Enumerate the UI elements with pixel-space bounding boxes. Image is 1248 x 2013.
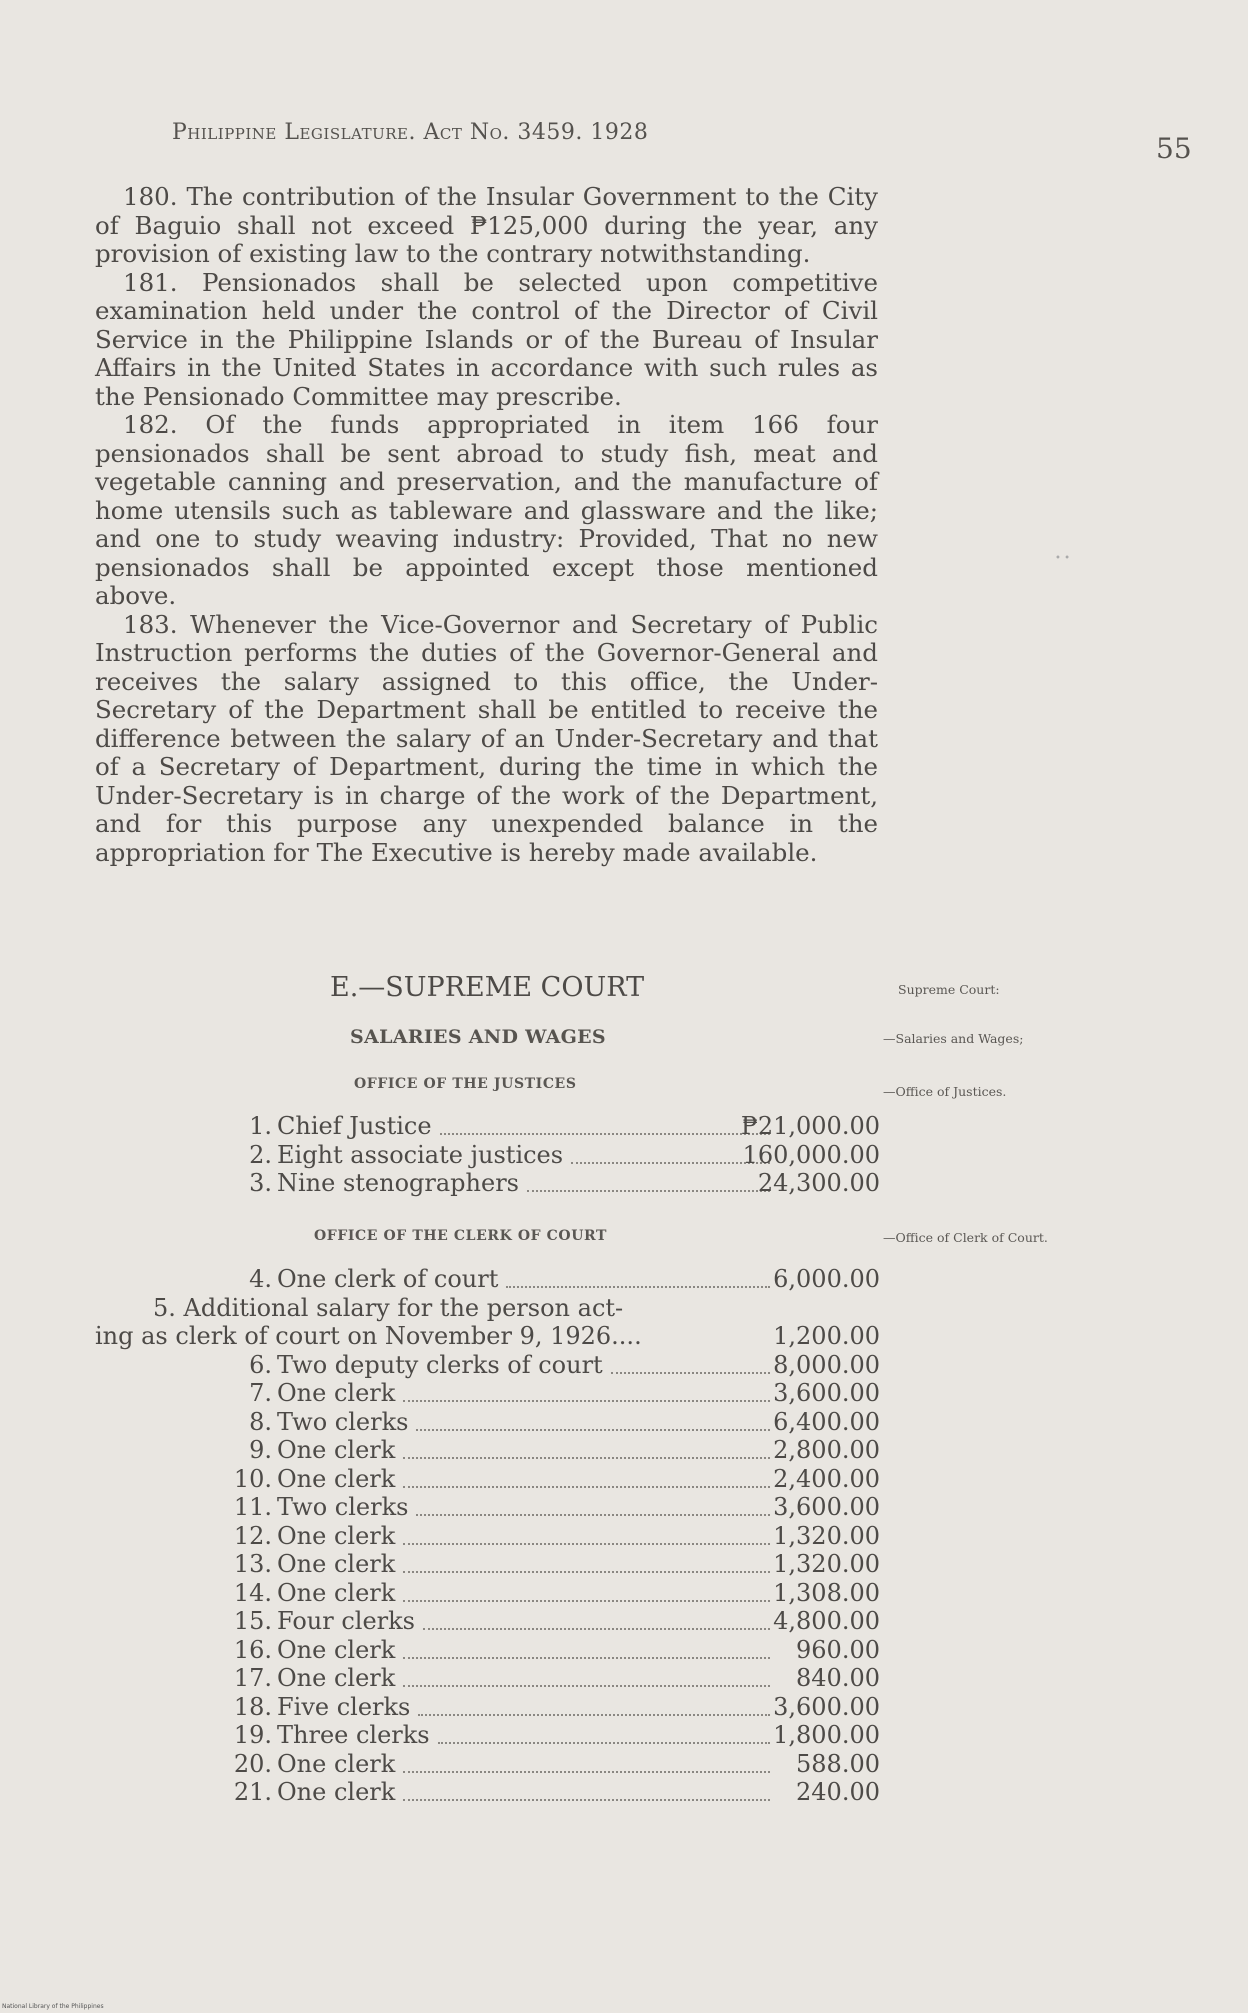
list-item <box>95 1493 880 1522</box>
item-label: One clerk <box>277 1664 396 1692</box>
margin-note-salaries: —Salaries and Wages; <box>883 1031 1024 1046</box>
item-amount: 3,600.00 <box>773 1379 880 1407</box>
margin-note-justices: —Office of Justices. <box>883 1084 1007 1099</box>
dot-leader <box>418 1714 770 1716</box>
dot-leader <box>527 1190 770 1192</box>
item-number: 7. <box>249 1379 272 1407</box>
item-number: 12. <box>233 1521 272 1550</box>
list-item <box>95 1379 880 1408</box>
list-item <box>95 1750 880 1779</box>
item-label: One clerk <box>277 1379 396 1407</box>
body-text <box>95 183 878 867</box>
running-head-text: Philippine Legislature. Act No. 3459. 1928 <box>172 120 649 145</box>
paragraph-181: 181. Pensionados shall be selected upon competitive examination held under the control of the Director of Civil Service in the Philippine Islands or of the Bureau of Insular Affairs in the United States in accordance with such rules as the Pensionado Committee may prescribe. <box>95 267 878 411</box>
item-label: One clerk <box>277 1778 396 1806</box>
clerk-items-list <box>95 1351 880 1807</box>
dot-leader <box>416 1514 770 1516</box>
list-item <box>95 1351 880 1380</box>
item-number: 4. <box>249 1265 272 1293</box>
footer-credit: National Library of the Philippines <box>2 2003 104 2010</box>
item-amount: 960.00 <box>796 1635 880 1664</box>
scan-smudge: • • <box>1055 553 1070 564</box>
list-item <box>95 1778 880 1807</box>
item-amount: 1,308.00 <box>773 1578 880 1607</box>
item-amount: 4,800.00 <box>773 1607 880 1635</box>
justices-heading: OFFICE OF THE JUSTICES <box>354 1076 577 1092</box>
list-item <box>95 1408 880 1437</box>
list-item <box>95 1607 880 1636</box>
item-label: Two deputy clerks of court <box>277 1350 603 1379</box>
dot-leader <box>438 1742 770 1744</box>
dot-leader <box>403 1771 770 1773</box>
item-amount: 1,200.00 <box>773 1322 880 1350</box>
item-label: Two clerks <box>277 1493 409 1521</box>
item-amount: 1,320.00 <box>773 1550 880 1578</box>
list-item <box>95 1693 880 1722</box>
dot-leader <box>611 1372 770 1374</box>
dot-leader <box>403 1685 770 1687</box>
item-number: 11. <box>233 1493 272 1521</box>
item-label: Chief Justice <box>277 1112 432 1140</box>
item-label: Four clerks <box>277 1607 415 1635</box>
dot-leader <box>440 1133 770 1135</box>
item-label: Five clerks <box>277 1692 411 1721</box>
item-amount: 3,600.00 <box>773 1493 880 1521</box>
margin-note-clerk: —Office of Clerk of Court. <box>883 1230 1048 1245</box>
dot-leader <box>403 1799 770 1801</box>
list-item <box>95 1169 880 1198</box>
dot-leader <box>571 1162 770 1164</box>
item-amount: 840.00 <box>796 1664 880 1692</box>
item-number: 18. <box>233 1692 272 1721</box>
paragraph-180: 180. The contribution of the Insular Government to the City of Baguio shall not exceed ₱125,000 during the year, any provision of existing law to the contrary notwithstanding. <box>95 182 878 268</box>
item-number: 21. <box>233 1778 272 1806</box>
justices-items <box>95 1112 880 1198</box>
item-label: One clerk <box>277 1464 396 1493</box>
dot-leader <box>403 1400 770 1402</box>
running-head <box>172 120 832 145</box>
clerk-items <box>95 1265 880 1807</box>
item-amount: 2,800.00 <box>773 1436 880 1464</box>
item-text-line1: 5. Additional salary for the person act- <box>153 1293 624 1322</box>
item-number: 9. <box>249 1436 272 1464</box>
section-title: E.—SUPREME COURT <box>330 972 645 1003</box>
item-amount: 1,800.00 <box>773 1721 880 1749</box>
dot-leader <box>403 1657 770 1659</box>
item-number: 6. <box>249 1350 272 1379</box>
item-label: One clerk <box>277 1749 396 1778</box>
item-amount: 24,300.00 <box>757 1169 880 1197</box>
item-number: 10. <box>233 1464 272 1493</box>
item-label: One clerk of court <box>277 1265 499 1293</box>
item-amount: 3,600.00 <box>773 1692 880 1721</box>
item-number: 8. <box>249 1407 272 1436</box>
item-number: 19. <box>233 1721 272 1749</box>
dot-leader <box>403 1486 770 1488</box>
item-amount: 8,000.00 <box>773 1350 880 1379</box>
dot-leader <box>403 1543 770 1545</box>
list-item <box>95 1636 880 1665</box>
clerk-heading: OFFICE OF THE CLERK OF COURT <box>314 1228 608 1244</box>
list-item <box>95 1436 880 1465</box>
dot-leader <box>416 1429 770 1431</box>
paragraph-183: 183. Whenever the Vice-Governor and Secretary of Public Instruction performs the duties of the Governor-General and receives the salary assigned to this office, the Under-Secretary of the Department shall be entitled to receive the difference between the salary of an Under-Secretary and that of a Secretary of Department, during the time in which the Under-Secretary is in charge of the work of the Department, and for this purpose any unexpended balance in the appropriation for The Executive is hereby made available. <box>95 609 878 867</box>
item-number: 1. <box>249 1112 272 1140</box>
item-text-line2: ing as clerk of court on November 9, 1926.... <box>95 1322 642 1350</box>
paragraph-182: 182. Of the funds appropriated in item 166 four pensionados shall be sent abroad to study fish, meat and vegetable canning and preservation, and the manufacture of home utensils such as tableware and glassware and the like; and one to study weaving industry: Provided, That no new pensionados shall be appointed except those mentioned above. <box>95 410 878 610</box>
item-label: Nine stenographers <box>277 1169 519 1197</box>
list-item <box>95 1112 880 1141</box>
dot-leader <box>506 1286 770 1288</box>
list-item <box>95 1465 880 1494</box>
item-label: One clerk <box>277 1521 396 1550</box>
item-amount: 160,000.00 <box>742 1140 880 1169</box>
item-label: One clerk <box>277 1635 396 1664</box>
item-label: One clerk <box>277 1578 396 1607</box>
list-item <box>95 1294 880 1351</box>
item-label: One clerk <box>277 1436 396 1464</box>
list-item <box>95 1265 880 1294</box>
item-label: Two clerks <box>277 1407 409 1436</box>
item-amount: 6,400.00 <box>773 1407 880 1436</box>
section-subtitle: SALARIES AND WAGES <box>350 1026 606 1048</box>
item-number: 13. <box>233 1550 272 1578</box>
item-amount: 1,320.00 <box>773 1521 880 1550</box>
margin-note-supreme-court: Supreme Court: <box>898 982 1000 997</box>
item-amount: 240.00 <box>796 1778 880 1806</box>
item-label: One clerk <box>277 1550 396 1578</box>
item-number: 15. <box>233 1607 272 1635</box>
list-item <box>95 1522 880 1551</box>
dot-leader <box>403 1571 770 1573</box>
item-number: 14. <box>233 1578 272 1607</box>
dot-leader <box>403 1457 770 1459</box>
list-item <box>95 1721 880 1750</box>
dot-leader <box>423 1628 770 1630</box>
item-number: 20. <box>233 1749 272 1778</box>
item-number: 16. <box>233 1635 272 1664</box>
item-amount: ₱21,000.00 <box>740 1112 880 1140</box>
item-amount: 6,000.00 <box>773 1265 880 1293</box>
item-number: 3. <box>249 1169 272 1197</box>
item-amount: 588.00 <box>796 1749 880 1778</box>
list-item <box>95 1579 880 1608</box>
list-item <box>95 1141 880 1170</box>
item-amount: 2,400.00 <box>773 1464 880 1493</box>
item-label: Three clerks <box>277 1721 430 1749</box>
list-item <box>95 1664 880 1693</box>
item-number: 2. <box>249 1140 272 1169</box>
dot-leader <box>403 1600 770 1602</box>
page-number: 55 <box>1156 132 1192 165</box>
item-number: 17. <box>233 1664 272 1692</box>
item-label: Eight associate justices <box>277 1140 564 1169</box>
list-item <box>95 1550 880 1579</box>
